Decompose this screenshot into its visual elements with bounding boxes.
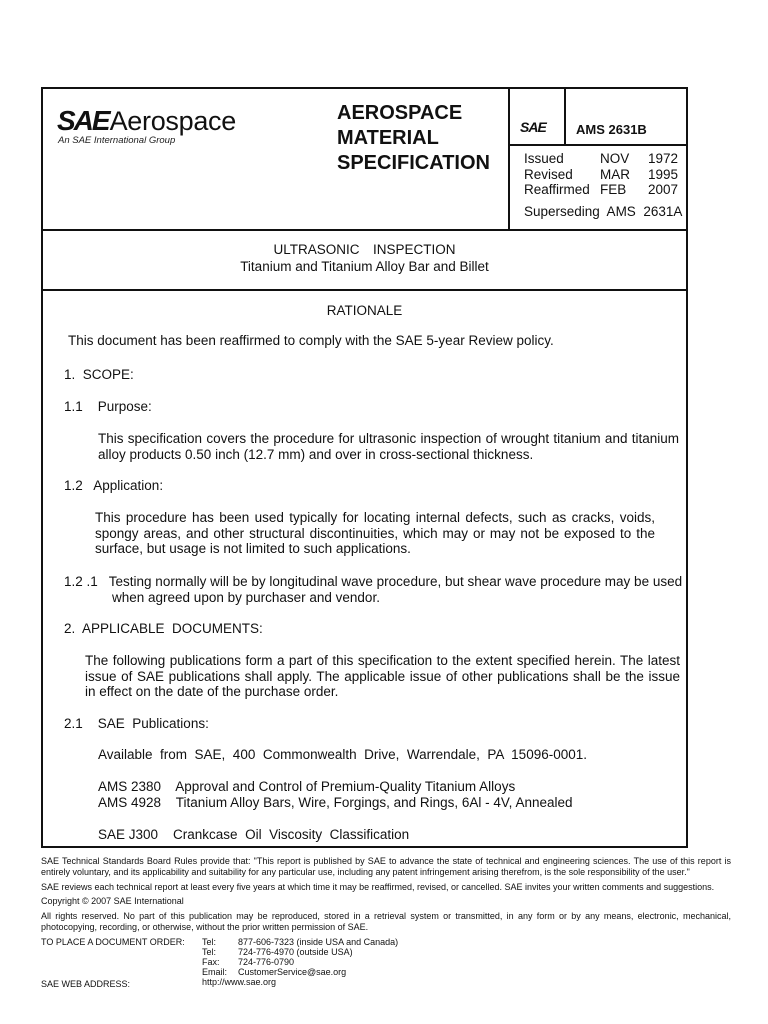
contact-value: 724-776-0790 <box>238 957 295 967</box>
logo-aerospace-text: Aerospace <box>109 106 236 136</box>
section-1-2-1-text: 1.2 .1 Testing normally will be by longitudinal wave procedure, but shear wave procedure may be used when agreed upon by purchaser and vendor. <box>64 574 686 605</box>
reference-ams-2380: AMS 2380 Approval and Control of Premium-Quality Titanium Alloys <box>98 779 516 794</box>
footer-review: SAE reviews each technical report at least every five years at which time it may be reaffirmed, revised, or cancelled. SAE invites your written comments and suggestions. <box>41 882 715 892</box>
document-body <box>43 289 686 846</box>
divider <box>564 89 566 144</box>
section-1-1-heading: 1.1 Purpose: <box>64 399 152 414</box>
contact-row <box>202 937 398 947</box>
sae-mark: SAE <box>520 119 546 135</box>
header <box>43 89 686 231</box>
doc-type-line: SPECIFICATION <box>337 152 490 174</box>
contact-row <box>202 967 398 977</box>
title-box <box>43 229 686 291</box>
document-number: AMS 2631B <box>576 122 647 137</box>
footer-copyright: Copyright © 2007 SAE International <box>41 896 184 906</box>
rationale-heading: RATIONALE <box>326 303 403 318</box>
sae-aerospace-logo <box>57 105 236 146</box>
date-row <box>524 182 678 198</box>
section-2-1-heading: 2.1 SAE Publications: <box>64 716 209 731</box>
date-year: 1995 <box>648 166 679 182</box>
contact-list <box>202 937 398 987</box>
date-year: 2007 <box>648 182 679 197</box>
id-box-top <box>510 89 688 146</box>
date-label: Issued <box>524 151 564 166</box>
contact-value: 724-776-4970 (outside USA) <box>238 947 353 957</box>
contact-email[interactable]: CustomerService@sae.org <box>238 967 347 977</box>
contact-key: Fax: <box>202 957 220 967</box>
order-label: TO PLACE A DOCUMENT ORDER: <box>41 937 185 947</box>
footer-rules: SAE Technical Standards Board Rules provide that: "This report is published by SAE to advance the state of technical and engineering sciences. The use of this report is entirely voluntary, and its applicability and suitability for any particular use, including any patent infringement arising therefrom, is the sole responsibility of the user." <box>41 856 731 877</box>
date-month: NOV <box>600 151 630 166</box>
section-1-2-heading: 1.2 Application: <box>64 478 164 493</box>
reference-ams-4928: AMS 4928 Titanium Alloy Bars, Wire, Forgings, and Rings, 6Al - 4V, Annealed <box>98 795 573 810</box>
date-row <box>524 151 678 167</box>
date-month: FEB <box>600 182 627 197</box>
superseding-note: Superseding AMS 2631A <box>524 204 683 219</box>
contact-row <box>202 957 398 967</box>
contact-value: 877-606-7323 (inside USA and Canada) <box>238 937 399 947</box>
section-2-heading: 2. APPLICABLE DOCUMENTS: <box>64 621 263 636</box>
contact-key: Tel: <box>202 937 217 947</box>
document-subtitle: Titanium and Titanium Alloy Bar and Billet <box>240 259 489 274</box>
contact-row <box>202 947 398 957</box>
logo-sae-text: SAE <box>57 105 109 136</box>
footer-rights: All rights reserved. No part of this publication may be reproduced, stored in a retrieval system or transmitted, in any form or by any means, electronic, mechanical, photocopying, recording, or otherwise, without the prior written permission of SAE. <box>41 911 731 932</box>
doc-type-line: AEROSPACE <box>337 102 463 124</box>
section-1-heading: 1. SCOPE: <box>64 367 134 382</box>
logo-subtitle: An SAE International Group <box>58 135 176 146</box>
section-1-2-text: This procedure has been used typically for locating internal defects, such as cracks, voids, spongy areas, and other structural discontinuities, which may or may not be exposed to the surface, but usage is not limited to such applications. <box>95 510 655 556</box>
contact-row <box>202 977 398 987</box>
date-label: Reaffirmed <box>524 182 590 197</box>
document-type <box>337 101 490 176</box>
document-dates <box>524 151 678 198</box>
document-frame <box>41 87 688 848</box>
section-1-1-text: This specification covers the procedure for ultrasonic inspection of wrought titanium and titanium alloy products 0.50 inch (12.7 mm) and over in cross-sectional thickness. <box>98 431 679 462</box>
date-year: 1972 <box>648 151 679 166</box>
reference-sae-j300: SAE J300 Crankcase Oil Viscosity Classification <box>98 827 410 842</box>
contact-key: Tel: <box>202 947 217 957</box>
date-row <box>524 167 678 183</box>
date-label: Revised <box>524 166 573 182</box>
doc-type-line: MATERIAL <box>337 127 439 149</box>
contact-key: Email: <box>202 967 228 977</box>
document-title: ULTRASONIC INSPECTION <box>273 242 456 257</box>
date-month: MAR <box>600 166 630 182</box>
rationale-text: This document has been reaffirmed to comply with the SAE 5-year Review policy. <box>68 333 554 348</box>
document-id-box <box>508 89 688 229</box>
web-label: SAE WEB ADDRESS: <box>41 979 131 989</box>
section-2-text: The following publications form a part of this specification to the extent specified herein. The latest issue of SAE publications shall apply. The applicable issue of other publications shall be the issue in effect on the date of the purchase order. <box>85 653 680 699</box>
section-2-1-text: Available from SAE, 400 Commonwealth Drive, Warrendale, PA 15096-0001. <box>98 747 587 762</box>
sae-web-link[interactable]: http://www.sae.org <box>202 977 277 987</box>
